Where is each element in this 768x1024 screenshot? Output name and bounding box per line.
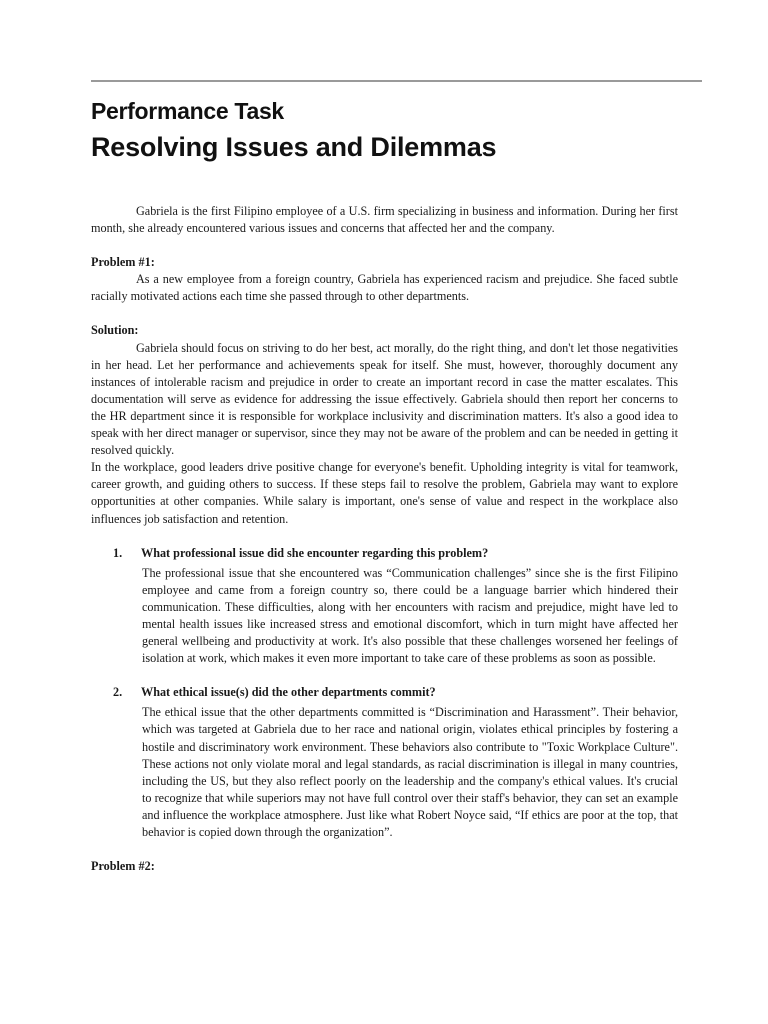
intro-paragraph: Gabriela is the first Filipino employee of a U.S. firm specializing in business and information. During her first month, she already encountered various issues and concerns that affected her and the company. — [91, 204, 678, 236]
document-subtitle: Performance Task — [91, 98, 284, 124]
answer-2: The ethical issue that the other departments committed is “Discrimination and Harassment”. Their behavior, which was targeted at Gabriela due to her race and national origin, violates ethical principles by fostering a hostile and discriminatory work environment. These behaviors also contribute to "Toxic Workplace Culture". These actions not only violate moral and legal standards, as racial discrimination is illegal in many countries, including the US, but they also reflect poorly on the leadership and the company's ethical values. It's crucial to recognize that while superiors may not have full control over their staff's behavior, they can set an example and influence the workplace atmosphere. Just like what Robert Noyce said, “If ethics are poor at the top, that behavior is copied down through the organization”. — [142, 705, 678, 839]
document-title: Resolving Issues and Dilemmas — [91, 132, 497, 162]
spacer — [91, 528, 678, 545]
question-1 — [91, 545, 678, 562]
question-2 — [91, 684, 678, 701]
document-body — [91, 203, 678, 875]
spacer — [91, 305, 678, 322]
question-number: 2. — [113, 685, 123, 700]
problem-1-text: As a new employee from a foreign country, Gabriela has experienced racism and prejudice. She faced subtle racially motivated actions each time she passed through to other departments. — [91, 272, 678, 304]
header-rule — [91, 80, 702, 82]
answer-1: The professional issue that she encountered was “Communication challenges” since she is the first Filipino employee and came from a foreign country so, there could be a language barrier which hindered their communication. These difficulties, along with her encounters with racism and prejudice, might have led to mental health issues like increased stress and emotional discomfort, which in turn might have affected her general wellbeing and productivity at work. It's also possible that these challenges worsened her feelings of isolation at work, which makes it even more important to take care of these problems as soon as possible. — [142, 565, 678, 666]
spacer — [91, 237, 678, 254]
problem-1-label: Problem #1: — [91, 255, 155, 270]
question-text: What ethical issue(s) did the other departments commit? — [141, 685, 436, 700]
spacer — [91, 841, 678, 858]
spacer — [91, 667, 678, 684]
solution-paragraph-1: Gabriela should focus on striving to do her best, act morally, do the right thing, and don't let those negativities in her head. Let her performance and achievements speak for itself. She must, however, thoroughly document any instances of intolerable racism and prejudice in order to create an important record in case the matter escalates. This documentation will serve as evidence for addressing the issue effectively. Gabriela should then report her concerns to the HR department since it is responsible for workplace inclusivity and discrimination matters. It's also a good idea to speak with her direct manager or supervisor, since they may not be aware of the problem and can be needed in getting it resolved quickly. — [91, 340, 678, 458]
solution-paragraph-2: In the workplace, good leaders drive positive change for everyone's benefit. Upholding integrity is vital for teamwork, career growth, and guiding others to success. If these steps fail to resolve the problem, Gabriela may want to explore opportunities at other companies. While salary is important, one's sense of value and respect in the workplace also influences job satisfaction and retention. — [91, 460, 678, 526]
solution-label: Solution: — [91, 323, 139, 338]
problem-2-label: Problem #2: — [91, 859, 155, 874]
question-text: What professional issue did she encounter regarding this problem? — [141, 545, 489, 560]
question-number: 1. — [113, 545, 123, 560]
